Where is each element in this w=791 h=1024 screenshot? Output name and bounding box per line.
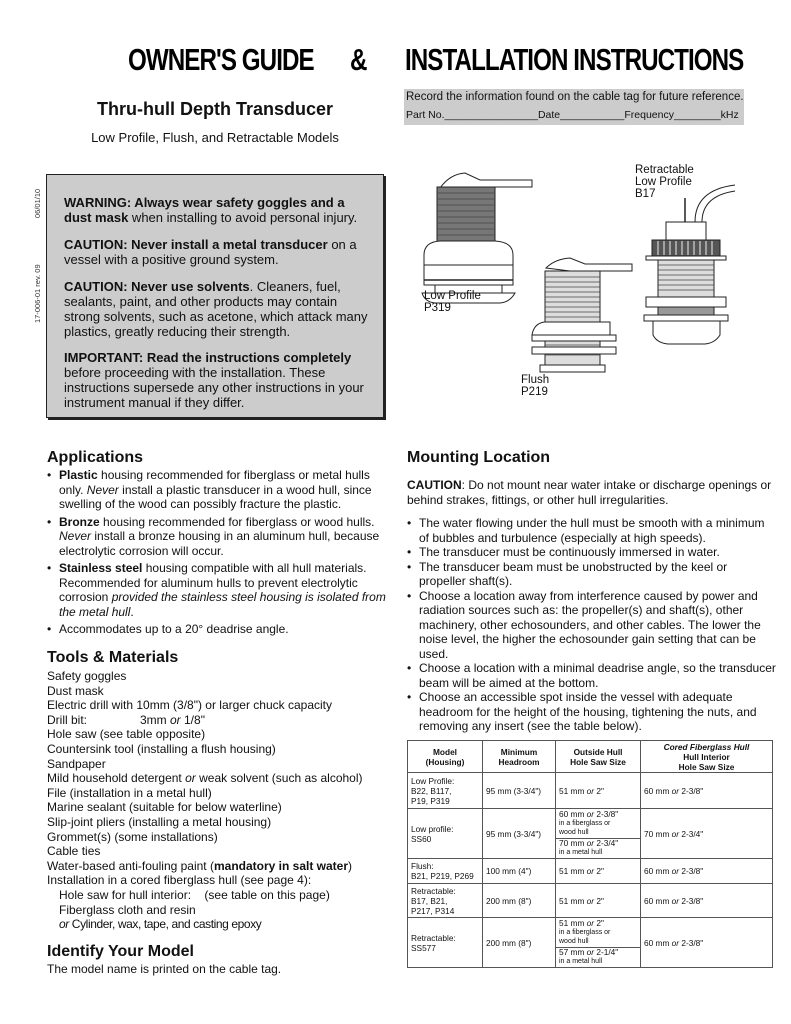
label-line: Low Profile [424,290,481,302]
cell-text: 2-3/4" [679,828,704,839]
item-text: housing compatible with all hull materials. Recommended for aluminum hulls to prevent electrolytic corrosion [59,561,367,604]
header-text: Hull Interior [683,751,730,762]
hole-saw-table [407,740,773,968]
cell-cored [641,809,773,859]
header-outside-hull [556,741,641,773]
cell-text: 57 mm [559,947,587,957]
list-item: • Choose a location with a minimal deadrise angle, so the transducer beam will be aimed at the bottom. [407,661,777,690]
table-row [408,918,773,968]
caution-bold: : Never use solvents [123,279,250,294]
item-bold: Stainless steel [59,561,143,575]
cell-text: 2-3/8" [679,866,704,876]
margin-revision [33,180,45,330]
cell-text: 2" [594,866,604,876]
low-profile-transducer-icon [422,173,532,303]
important-read [64,350,374,410]
mounting-caution [407,478,777,507]
document-title [0,42,791,92]
cell-headroom: 100 mm (4") [483,859,556,884]
cell-cored [641,884,773,918]
cell-model [408,773,483,809]
important-bold: : Read the instructions completely [138,350,352,365]
tool-item: Marine sealant (suitable for below waterline) [47,800,282,815]
cell-text: 51 mm [559,895,587,906]
identify-heading: Identify Your Model [47,943,194,960]
cell-model [408,859,483,884]
cell-text: 2" [594,785,604,796]
or-word: or [671,785,680,796]
or-word: or [185,771,196,786]
mounting-heading: Mounting Location [407,449,551,466]
caution-label: CAUTION [407,478,462,492]
cell-text: 51 mm [559,918,587,928]
paint-close: ) [348,858,353,873]
cell-cored [641,918,773,968]
cell-model [408,809,483,859]
item-italic: provided the stainless steel housing is isolated from the metal hull [59,590,386,619]
warning-goggles [64,195,374,225]
outside-fiberglass [556,919,640,948]
cell-outside [556,773,641,809]
label-line: Retractable [635,164,694,176]
cell-text: 51 mm [559,866,587,876]
label-line: Flush [521,374,550,386]
list-item [47,561,387,619]
tool-item: Countersink tool (installing a flush housing) [47,741,276,756]
item-italic: Never [86,482,119,497]
cell-text: SS60 [411,833,432,844]
cell-text: Flush: [411,861,434,871]
label-model: P319 [424,302,451,314]
cell-note: in a fiberglass or [559,820,611,827]
list-item: • Choose a location away from interference caused by power and radiation sources such as: the propeller(s) and shaft(s), other machinery, other echosounders, and other cables. The lower the noise level, the higher the echosounder gain setting that can be used. [407,589,777,662]
outside-fiberglass [556,810,640,839]
header-model [408,741,483,773]
cell-text: P19, P319 [411,795,450,806]
header-text: Model [433,746,457,757]
cell-text: 70 mm [559,838,587,848]
applications-list [47,468,387,640]
cell-note: wood hull [559,829,589,836]
header-text: (Housing) [425,756,465,767]
label-retractable [635,164,694,200]
item-italic: Never [59,529,92,543]
cell-headroom: 95 mm (3-3/4") [483,773,556,809]
cell-note: in a metal hull [559,958,603,965]
mounting-list [407,516,777,734]
tools-heading: Tools & Materials [47,649,179,666]
caution-text: : Do not mount near water intake or discharge openings or behind strakes, fittings, or other hull irregularities. [407,478,772,507]
tool-item-detergent [47,771,397,786]
item-text: . [130,604,134,619]
cell-text: 60 mm [644,785,672,796]
tool-item: Installation in a cored fiberglass hull (see page 4): [47,873,312,888]
or-word: or [586,947,595,957]
label-low-profile [424,290,481,314]
holesaw-label: Hole saw for hull interior: [59,887,192,902]
important-label: IMPORTANT [64,350,139,365]
drill-bit-label: Drill bit: [47,712,88,727]
safety-warning-box [46,174,384,418]
item-text: install a bronze housing in an aluminum hull, because electrolytic corrosion will occur. [59,529,380,558]
cell-text: 2-3/4" [594,838,619,848]
warning-text: when installing to avoid personal injury. [128,210,358,225]
cable-tag-record-box [404,89,744,125]
tool-subitem-cylinder [47,917,397,932]
tool-item: Grommet(s) (some installations) [47,829,218,844]
tool-item: Safety goggles [47,669,127,683]
list-item [47,515,387,559]
cell-model [408,884,483,918]
cell-text: 2-3/8" [679,785,704,796]
paint-text: Water-based anti-fouling paint ( [47,858,214,873]
item-text: housing recommended for fiberglass or metal hulls only. [59,468,370,497]
retractable-transducer-icon [644,185,735,344]
label-model: P219 [521,386,548,398]
cell-text: SS577 [411,942,436,953]
margin-doc-number: 17-006-01 rev. 09 [33,264,42,323]
cylinder-text: Cylinder, wax, tape, and casting epoxy [68,917,262,932]
header-text: Minimum [500,746,538,757]
product-subtitle: Thru-hull Depth Transducer [96,99,333,119]
tool-item: Electric drill with 10mm (3/8") or larger chuck capacity [47,698,333,713]
tool-item-paint [47,859,397,874]
table-row [408,809,773,859]
list-item: • The water flowing under the hull must be smooth with a minimum of bubbles and turbulence (especially at high speeds). [407,516,777,545]
label-line: Low Profile [635,176,692,188]
cell-outside-split [556,809,641,859]
cell-text: 60 mm [644,866,672,876]
cell-model [408,918,483,968]
cell-text: 2-3/8" [679,937,704,948]
or-word: or [170,712,181,727]
cell-note: wood hull [559,938,589,945]
or-word: or [671,866,680,876]
detergent-text: Mild household detergent [47,771,186,786]
transducer-illustrations [410,160,790,410]
tool-item: Hole saw (see table opposite) [47,727,206,742]
title-installation-instructions: INSTALLATION INSTRUCTIONS [405,42,744,77]
header-text: Hole Saw Size [570,756,626,767]
cell-headroom: 95 mm (3-3/4") [483,809,556,859]
tool-subitem-holesaw [47,888,397,903]
list-item: • Choose an accessible spot inside the vessel with adequate headroom for the height of the housing, tightening the nuts, and removing any insert (see the table below). [407,690,777,734]
table-header-row [408,741,773,773]
tool-item: Slip-joint pliers (installing a metal housing) [47,814,272,829]
cell-cored [641,859,773,884]
header-text: Headroom [498,756,540,767]
or-word: or [586,838,595,848]
caution-label: CAUTION [64,237,124,252]
tool-item: Cable ties [47,844,101,859]
important-text: before proceeding with the installation. These instructions supersede any other instructions in your instrument manual if they differ. [64,365,364,410]
table-row [408,773,773,809]
or-word: or [586,866,595,876]
outside-metal [556,948,640,966]
cell-text: B17, B21, [411,895,448,906]
cell-text: Low Profile: [411,775,455,786]
outside-metal [556,839,640,857]
cell-text: B21, P219, P269 [411,871,474,881]
cell-text: Low profile: [411,823,454,834]
cell-text: 2" [594,895,604,906]
caution-text: on a vessel with a positive ground system. [64,237,357,267]
caution-metal [64,237,374,267]
caution-label: CAUTION [64,279,124,294]
paint-mandatory: mandatory in salt water [213,858,349,873]
tool-item: Dust mask [47,683,104,698]
label-model: B17 [635,188,656,200]
cell-text: 2-3/8" [679,895,704,906]
label-flush [521,374,549,398]
cell-text: 2-1/4" [594,947,619,957]
applications-heading: Applications [47,449,144,466]
tool-item: File (installation in a metal hull) [47,785,212,800]
caution-bold: : Never install a metal transducer [123,237,328,252]
title-owners-guide: OWNER'S GUIDE [128,42,314,77]
cell-outside [556,884,641,918]
table-row [408,884,773,918]
record-fields: Part No.________________Date___________Frequency________kHz [406,109,739,121]
cell-text: Retractable: [411,885,456,896]
cell-text: P217, P314 [411,905,455,916]
item-text: housing recommended for fiberglass or wood hulls. [99,514,375,529]
cell-text: 60 mm [559,809,587,819]
cell-note: in a fiberglass or [559,929,611,936]
or-word: or [671,828,680,839]
cell-text: 70 mm [644,828,672,839]
header-cored-hull [641,741,773,773]
list-item: • The transducer must be continuously immersed in water. [407,545,777,560]
or-word: or [59,917,69,932]
table-row [408,859,773,884]
cell-text: B22, B117, [411,785,452,796]
cell-text: 2-3/8" [594,809,619,819]
item-text: install a plastic transducer in a wood hull, since swelling of the wood can possibly fracture the plastic. [59,482,372,511]
warning-bold: : Always wear safety goggles and a dust mask [64,195,345,225]
or-word: or [671,937,680,948]
or-word: or [586,918,595,928]
header-text: Hole Saw Size [678,761,735,772]
list-item: • The transducer beam must be unobstructed by the keel or propeller shaft(s). [407,560,777,589]
cell-text: 60 mm [644,937,672,948]
cell-note: in a metal hull [559,849,603,856]
cell-text: Retractable: [411,932,456,943]
cell-headroom: 200 mm (8") [483,884,556,918]
header-text: Outside Hull [573,746,623,757]
or-word: or [586,785,595,796]
warning-label: WARNING [64,195,127,210]
cell-cored [641,773,773,809]
item-text: Accommodates up to a 20° deadrise angle. [59,622,289,636]
item-bold: Bronze [59,514,100,529]
drill-bit-in: 1/8" [180,712,205,727]
or-word: or [586,809,595,819]
holesaw-value: (see table on this page) [204,887,330,902]
tool-subitem: Fiberglass cloth and resin [59,902,196,917]
tools-list [47,669,397,932]
cell-text: 2" [594,918,604,928]
list-item [47,622,387,637]
list-item [47,468,387,512]
caution-text: . Cleaners, fuel, sealants, paint, and other products may contain strong solvents, such as acetone, which attack many plastics, greatly reducing their strength. [64,279,368,339]
header-headroom [483,741,556,773]
models-line: Low Profile, Flush, and Retractable Models [91,130,339,145]
solvent-text: weak solvent (such as alcohol) [195,771,363,786]
margin-date: 06/01/10 [33,188,42,218]
cell-outside [556,859,641,884]
drill-bit-mm: 3mm [140,712,170,727]
tool-item: Sandpaper [47,756,106,771]
title-ampersand: & [350,42,367,77]
identify-text: The model name is printed on the cable tag. [47,962,282,976]
caution-solvents [64,279,374,339]
cell-outside-split [556,918,641,968]
record-instruction: Record the information found on the cable tag for future reference. [406,91,744,103]
cell-headroom: 200 mm (8") [483,918,556,968]
cell-text: 51 mm [559,785,587,796]
tool-item-drill-bit [47,713,397,728]
or-word: or [671,895,680,906]
header-text: Cored Fiberglass Hull [663,741,750,752]
cell-text: 60 mm [644,895,672,906]
item-bold: Plastic [59,468,98,482]
or-word: or [586,895,595,906]
flush-transducer-icon [532,258,632,372]
